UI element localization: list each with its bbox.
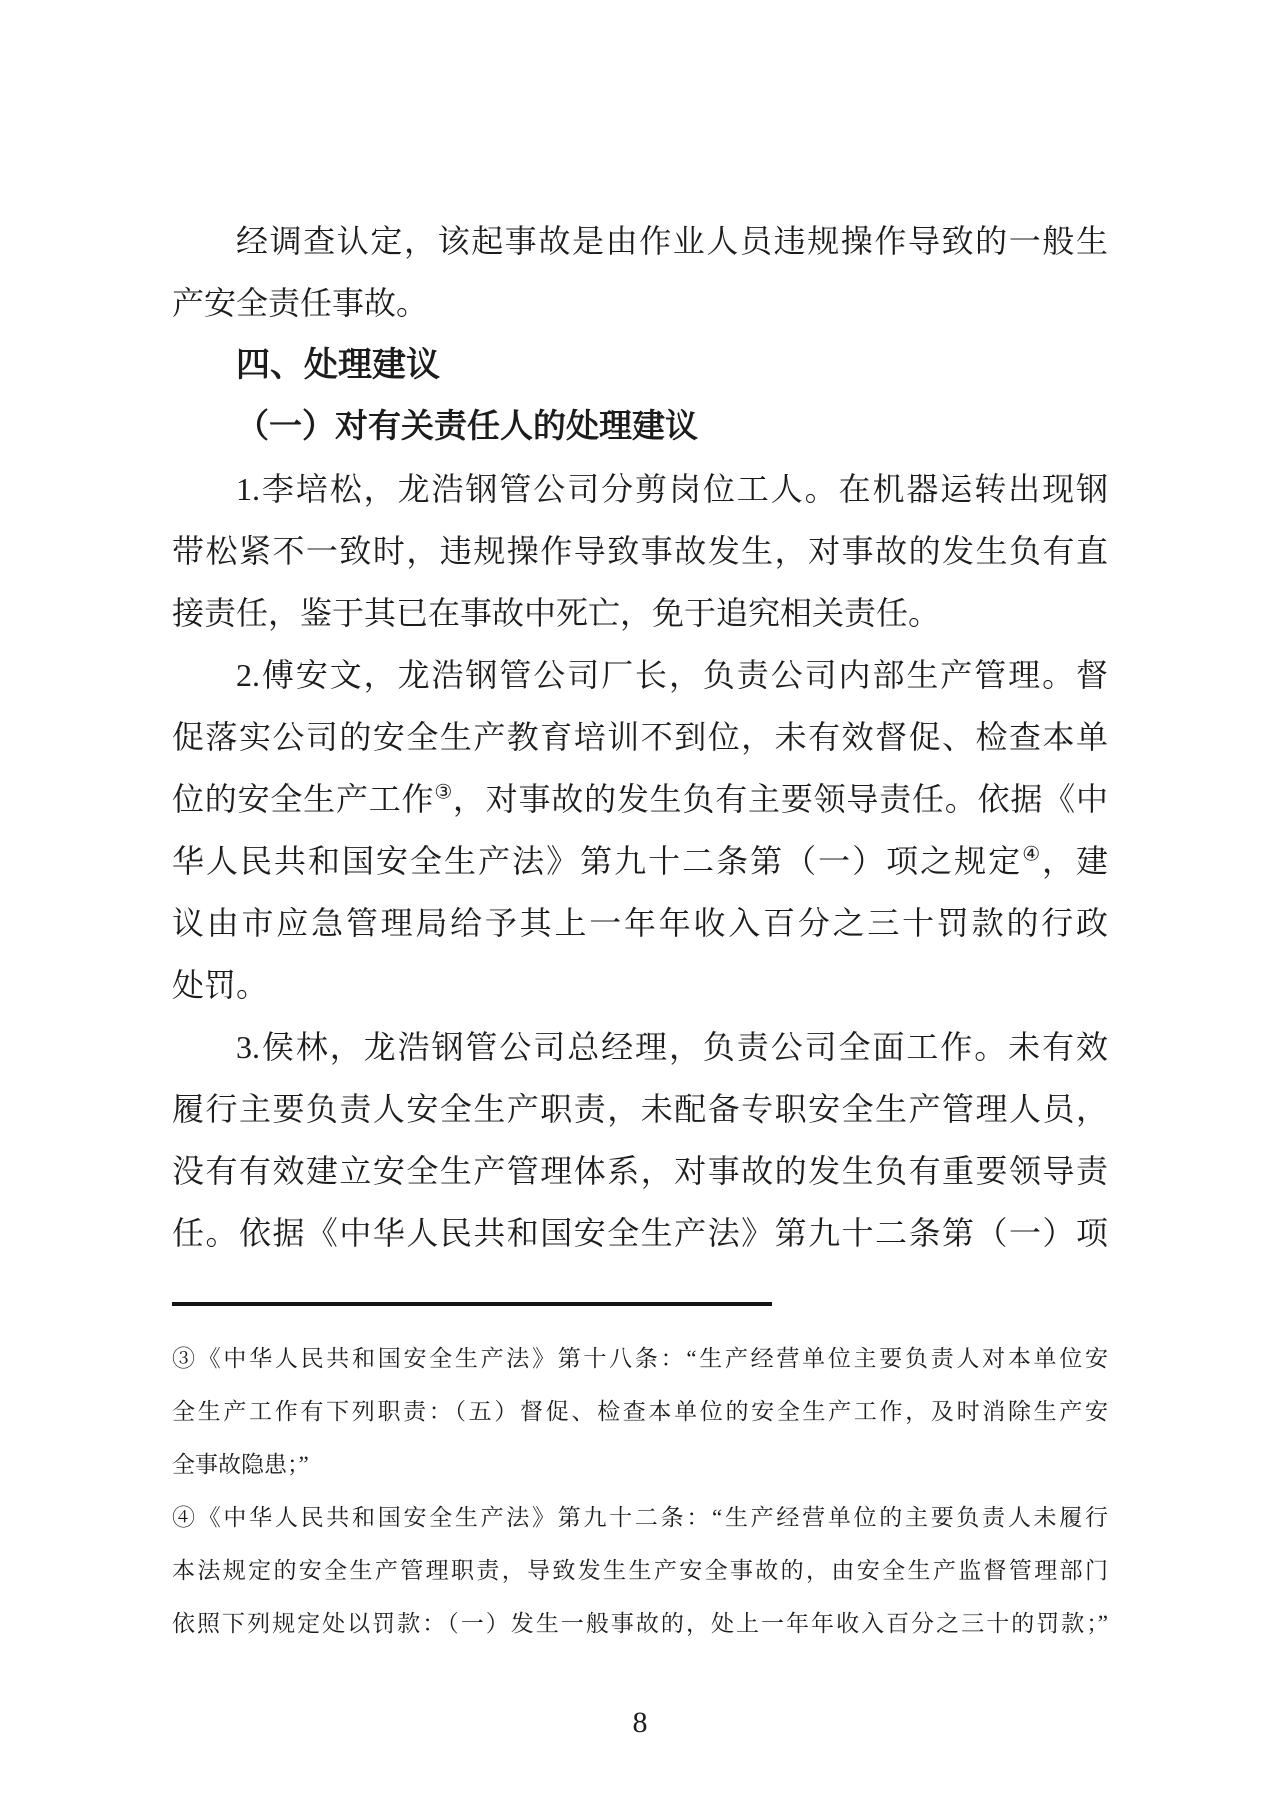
body-line: 经调查认定，该起事故是由作业人员违规操作导致的一般生	[236, 223, 1108, 259]
footnote-line: 全事故隐患；”	[172, 1452, 309, 1477]
footnote-ref-3: ③	[434, 781, 453, 804]
footnote-ref-4: ④	[1022, 843, 1042, 866]
body-line: 任。依据《中华人民共和国安全生产法》第九十二条第（一）项	[172, 1215, 1108, 1251]
footnote-line: ③《中华人民共和国安全生产法》第十八条：“生产经营单位主要负责人对本单位安	[172, 1346, 1108, 1371]
page-number: 8	[632, 1706, 648, 1739]
footnote-line: 依照下列规定处以罚款：（一）发生一般事故的，处上一年年收入百分之三十的罚款；”	[172, 1611, 1108, 1636]
body-text: 位的安全生产工作	[172, 781, 435, 817]
footnote-line: 本法规定的安全生产管理职责，导致发生生产安全事故的，由安全生产监督管理部门	[172, 1558, 1108, 1583]
body-line: 1.李培松，龙浩钢管公司分剪岗位工人。在机器运转出现钢	[236, 471, 1108, 507]
body-text: ，建	[1041, 843, 1108, 879]
section-heading: 四、处理建议	[236, 346, 440, 384]
body-text: 华人民共和国安全生产法》第九十二条第（一）项之规定	[172, 843, 1023, 879]
body-line	[172, 768, 1108, 830]
footnote-line: ④《中华人民共和国安全生产法》第九十二条：“生产经营单位的主要负责人未履行	[172, 1505, 1108, 1530]
body-line: 议由市应急管理局给予其上一年年收入百分之三十罚款的行政	[172, 905, 1108, 941]
body-line: 接责任，鉴于其已在事故中死亡，免于追究相关责任。	[172, 595, 941, 631]
body-line: 2.傅安文，龙浩钢管公司厂长，负责公司内部生产管理。督	[236, 657, 1108, 693]
body-line: 处罚。	[172, 967, 269, 1003]
footnotes-section	[0, 1306, 1280, 1650]
body-line: 促落实公司的安全生产教育培训不到位，未有效督促、检查本单	[172, 719, 1108, 755]
subsection-heading: （一）对有关责任人的处理建议	[236, 409, 698, 445]
body-line: 产安全责任事故。	[172, 285, 429, 321]
body-line: 3.侯林，龙浩钢管公司总经理，负责公司全面工作。未有效	[236, 1029, 1108, 1065]
footnote-line: 全生产工作有下列职责：（五）督促、检查本单位的安全生产工作，及时消除生产安	[172, 1399, 1108, 1424]
body-line: 带松紧不一致时，违规操作导致事故发生，对事故的发生负有直	[172, 533, 1108, 569]
body-text: ，对事故的发生负有主要领导责任。依据《中	[452, 781, 1108, 817]
body-line: 没有有效建立安全生产管理体系，对事故的发生负有重要领导责	[172, 1153, 1108, 1189]
body-line	[172, 830, 1108, 892]
body-line: 履行主要负责人安全生产职责，未配备专职安全生产管理人员，	[172, 1091, 1108, 1127]
